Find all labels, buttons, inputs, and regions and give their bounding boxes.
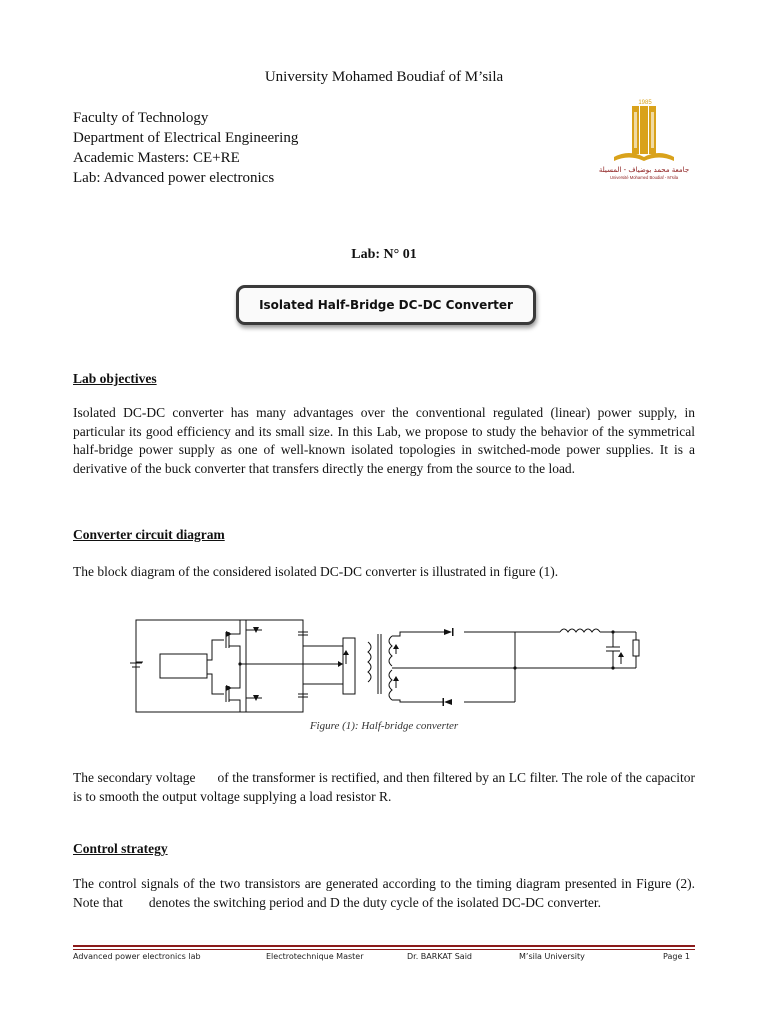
university-logo bbox=[592, 97, 696, 182]
department-line: Department of Electrical Engineering bbox=[73, 130, 299, 146]
university-name: University Mohamed Boudiaf of M’sila bbox=[264, 69, 504, 85]
objectives-heading: Lab objectives bbox=[73, 371, 157, 386]
control-text-b: denotes the switching period and D the duty cycle of the isolated DC-DC converter. bbox=[148, 894, 602, 910]
lab-title-box bbox=[236, 285, 536, 325]
logo-year: 1985 bbox=[638, 100, 652, 106]
pwm-block bbox=[160, 654, 207, 678]
footer-rule-thin bbox=[73, 949, 695, 950]
footer-course: Electrotechnique Master bbox=[266, 952, 364, 961]
header-lines bbox=[73, 108, 298, 188]
objectives-paragraph: Isolated DC-DC converter has many advantages over the conventional regulated (linear) power supply, in particular its good efficiency and its small size. In this Lab, we propose to study the behavior of the symmetrical half-bridge power supply as one of well-known isolated topologies in switched-mode power supplies. It is a derivative of the buck converter that transfers directly the energy from the source to the load. bbox=[73, 405, 695, 476]
secondary-winding-top bbox=[389, 636, 392, 666]
secondary-voltage-text-b: of the transformer is rectified, and then filtered by an LC filter. The role of the capacitor is to smooth the output voltage supplying a load resistor R. bbox=[73, 770, 695, 804]
footer-place: M’sila University bbox=[519, 952, 585, 961]
primary-side-frame bbox=[136, 620, 303, 712]
control-paragraph bbox=[73, 875, 695, 912]
transformer-primary-frame bbox=[343, 638, 355, 694]
lab-course-line: Lab: Advanced power electronics bbox=[73, 170, 275, 186]
load-resistor bbox=[633, 640, 639, 656]
filter-inductor bbox=[560, 629, 600, 632]
footer-rule-thick bbox=[73, 945, 695, 947]
secondary-voltage-text-a: The secondary voltage bbox=[73, 770, 196, 785]
footer-page-number: Page 1 bbox=[663, 952, 690, 961]
circuit-heading: Converter circuit diagram bbox=[73, 527, 225, 542]
footer-lab-name: Advanced power electronics lab bbox=[73, 952, 201, 961]
lab-number: Lab: N° 01 bbox=[351, 247, 417, 262]
secondary-voltage-paragraph bbox=[73, 769, 695, 806]
figure-1-caption: Figure (1): Half-bridge converter bbox=[309, 720, 459, 732]
logo-latin-text: Université Mohamed Boudiaf - M’sila bbox=[609, 175, 679, 180]
circuit-intro: The block diagram of the considered isolated DC-DC converter is illustrated in figure (1). bbox=[73, 564, 559, 579]
secondary-winding-bottom bbox=[389, 670, 392, 700]
control-heading: Control strategy bbox=[73, 841, 168, 856]
footer-author: Dr. BARKAT Said bbox=[407, 952, 472, 961]
logo-arabic-text: جامعة محمد بوضياف - المسيلة bbox=[598, 166, 690, 174]
primary-winding bbox=[368, 642, 371, 682]
faculty-line: Faculty of Technology bbox=[73, 110, 209, 126]
half-bridge-circuit-diagram bbox=[128, 612, 642, 717]
control-text-a: The control signals of the two transistors are generated according to the timing diagram presented in Figure (2). Note that bbox=[73, 876, 695, 910]
lab-title: Isolated Half-Bridge DC-DC Converter bbox=[259, 298, 513, 312]
masters-line: Academic Masters: CE+RE bbox=[73, 150, 240, 166]
